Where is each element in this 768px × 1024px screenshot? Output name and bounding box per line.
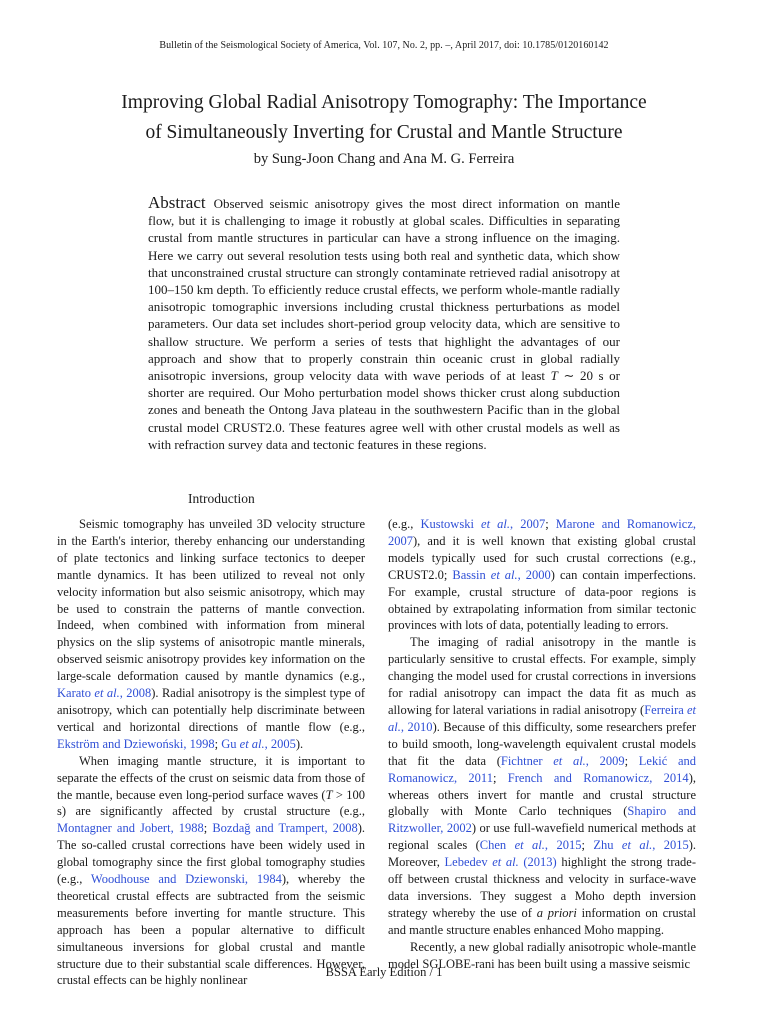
citation-etal: et al. <box>553 753 586 768</box>
abstract-label: Abstract <box>148 193 206 212</box>
citation-etal: et al. <box>621 838 653 853</box>
authors: by Sung-Joon Chang and Ana M. G. Ferreira <box>253 151 515 167</box>
citation-marone[interactable]: Marone and Romanowicz, 2007 <box>388 517 696 548</box>
text-run: ). <box>295 736 304 751</box>
citation-year: , 2000 <box>517 567 551 582</box>
citation-etal: et al. <box>481 517 510 531</box>
citation-bassin[interactable] <box>452 568 550 582</box>
journal-header: Bulletin of the Seismological Society of America, Vol. 107, No. 2, pp. –, April 2017, doi: 10.1785/0120160142 <box>159 40 609 51</box>
variable-t: T <box>325 787 333 802</box>
citation-lekic[interactable]: Lekić and Romanowicz, 2011 <box>388 753 696 785</box>
citation-ekstrom[interactable]: Ekström and Dziewoński, 1998 <box>57 736 215 751</box>
text-run: ), whereas others invert for mantle and crustal structure globally with Monte Carlo techniques ( <box>388 770 696 819</box>
citation-year: , 2008 <box>119 686 152 701</box>
right-column <box>388 516 696 972</box>
text-run: ). Radial anisotropy is the simplest type of anisotropy, which can potentially help discriminate between vertical and horizontal directions of mantle flow (e.g., <box>57 686 366 734</box>
citation-chen[interactable] <box>480 838 582 852</box>
citation-etal: et al. <box>490 567 518 582</box>
citation-montagner[interactable]: Montagner and Jobert, 1988 <box>57 821 204 836</box>
separator: ; <box>492 770 508 785</box>
paper-title <box>60 88 708 148</box>
citation-year: , 2005 <box>264 736 296 751</box>
citation-woodhouse[interactable]: Woodhouse and Dziewonski, 1984 <box>90 872 282 887</box>
separator: ; <box>581 838 594 853</box>
citation-year: , 2010 <box>400 719 433 734</box>
citation-etal: et al. <box>388 702 697 734</box>
citation-gu[interactable] <box>221 737 296 751</box>
citation-text: Ferreira <box>644 702 687 717</box>
title-line-1: Improving Global Radial Anisotropy Tomography: The Importance <box>121 92 647 113</box>
intro-paragraph-4: Recently, a new global radially anisotropic whole-mantle model SGLOBE-rani has been built using a massive seismic <box>388 939 696 971</box>
citation-kustowski[interactable] <box>420 517 545 531</box>
citation-text: Gu <box>221 736 240 751</box>
citation-etal: et al. <box>514 838 545 853</box>
left-column <box>57 516 365 989</box>
section-heading-introduction: Introduction <box>188 491 255 506</box>
separator: ; <box>203 821 213 836</box>
text-run: The imaging of radial anisotropy in the mantle is particularly sensitive to crustal effects. For example, simply changing the model used for crustal corrections in inversions for radial anisotropy can impact the data fit as much as allowing for lateral variations in radial anisotropy ( <box>388 635 696 717</box>
abstract-text-a: Observed seismic anisotropy gives the most direct information on mantle flow, but it is challenging to image it robustly at global scales. Difficulties in separating crustal from mantle structures in particular can have a strong influence on the imaging. Here we carry out several resolution tests using both real and synthetic data, which show that unconstrained crustal structure can strongly contaminate retrieved radial anisotropy at 100–150 km depth. To efficiently reduce crustal effects, we perform whole-mantle radially anisotropic tomographic inversions including crustal thickness perturbations as model parameters. Our data set includes short-period group velocity data, which are sensitive to shallow structure. We perform a series of tests that highlight the advantages of our approach and show that to properly constrain thin oceanic crust in global radially anisotropic inversions, group velocity data with wave periods of at least <box>148 196 620 384</box>
citation-bozdag[interactable]: Bozdağ and Trampert, 2008 <box>212 821 358 836</box>
text-run: Seismic tomography has unveiled 3D velocity structure in the Earth's interior, thereby enhancing our understanding of plate tectonics and linking surface tectonics to deeper mantle dynamics. It has been utilized to reveal not only velocity information but also seismic anisotropy, which may be used to constrain the patterns of mantle convection. Indeed, when combined with information from mineral physics on the slip systems of anisotropic mantle minerals, observed seismic anisotropy provides key information on the large-scale deformation caused by mantle dynamics (e.g., <box>57 517 365 684</box>
citation-shapiro[interactable]: Shapiro and Ritzwoller, 2002 <box>388 804 696 836</box>
citation-year: , 2015 <box>544 838 582 853</box>
text-run: ). Because of this difficulty, some researchers prefer to build smooth, long-wavelength equivalent crustal models that fit the data ( <box>388 719 697 768</box>
citation-text: Bassin <box>452 567 491 582</box>
citation-lebedev[interactable] <box>445 855 557 869</box>
italic-a-priori: a priori <box>536 905 577 920</box>
text-run: highlight the strong trade-off between crustal thickness and velocity in surface-wave data inversions. They suggest a Moho depth inversion strategy whereby the use of <box>388 855 697 920</box>
text-run: ) or use full-wavefield numerical methods at regional scales ( <box>388 821 696 853</box>
citation-french[interactable]: French and Romanowicz, 2014 <box>507 770 689 785</box>
separator: ; <box>624 753 639 768</box>
citation-text: Kustowski <box>420 517 482 531</box>
citation-zhu[interactable] <box>593 838 688 852</box>
citation-etal: et al. <box>239 736 265 751</box>
citation-text: Zhu <box>593 838 622 853</box>
citation-text: Karato <box>57 686 95 701</box>
citation-year: , 2015 <box>652 838 689 853</box>
separator: ; <box>214 736 222 751</box>
citation-year: , 2007 <box>509 517 546 531</box>
citation-text: Chen <box>479 838 515 853</box>
separator: ; <box>545 517 556 531</box>
text-run: > 100 s) are significantly affected by crustal structure (e.g., <box>57 787 365 819</box>
text-run: When imaging mantle structure, it is important to separate the effects of the crust on seismic data from those of the mantle, because even long-period surface waves ( <box>57 753 365 802</box>
intro-paragraph-1 <box>57 516 365 753</box>
citation-karato[interactable] <box>57 686 151 700</box>
text-run: ). The so-called crustal corrections have been widely used in global tomography since the first global tomography studies (e.g., <box>57 821 365 887</box>
citation-text: Fichtner <box>500 753 554 768</box>
citation-year: , 2009 <box>585 753 625 768</box>
text-run: ) can contain imperfections. For example, crustal structure of data-poor regions is obtained by extrapolating information from similar tectonic provinces with lots of data, potentially leading to errors. <box>388 567 696 633</box>
citation-fichtner[interactable] <box>501 754 625 768</box>
citation-year: (2013) <box>518 855 557 870</box>
citation-text: Lebedev <box>444 855 493 870</box>
intro-paragraph-continued <box>388 516 696 634</box>
abstract-text-b: ∼ 20 s or shorter are required. Our Moho perturbation model shows thicker crust along subduction zones and beneath the Ontong Java plateau in the southwestern Pacific than in the global crustal model CRUST2.0. These features agree well with other crustal models as well as with refraction survey data and tectonic features in these regions. <box>148 368 621 452</box>
text-run: ). Moreover, <box>388 838 697 870</box>
abstract <box>148 194 620 453</box>
citation-etal: et al. <box>492 855 519 870</box>
citation-etal: et al. <box>94 686 120 701</box>
intro-paragraph-2 <box>57 753 365 990</box>
abstract-var-t: T <box>550 368 558 384</box>
text-run: ), whereby the theoretical crustal effects are subtracted from the seismic measurements before inverting for mantle structure. This approach has been a popular alternative to difficult simultaneous inversions for global crustal and mantle structure due to their substantial scale differences. However, crustal effects can be highly nonlinear <box>57 872 365 988</box>
title-line-2: of Simultaneously Inverting for Crustal and Mantle Structure <box>145 122 623 143</box>
text-run: information on crustal and mantle structure enables enhanced Moho mapping. <box>388 905 696 937</box>
page-footer: BSSA Early Edition / 1 <box>325 965 443 979</box>
text-run: (e.g., <box>388 517 421 531</box>
text-run: ), and it is well known that existing global crustal models typically used for such crustal corrections (e.g., CRUST2.0; <box>388 533 696 582</box>
intro-paragraph-3 <box>388 634 696 938</box>
